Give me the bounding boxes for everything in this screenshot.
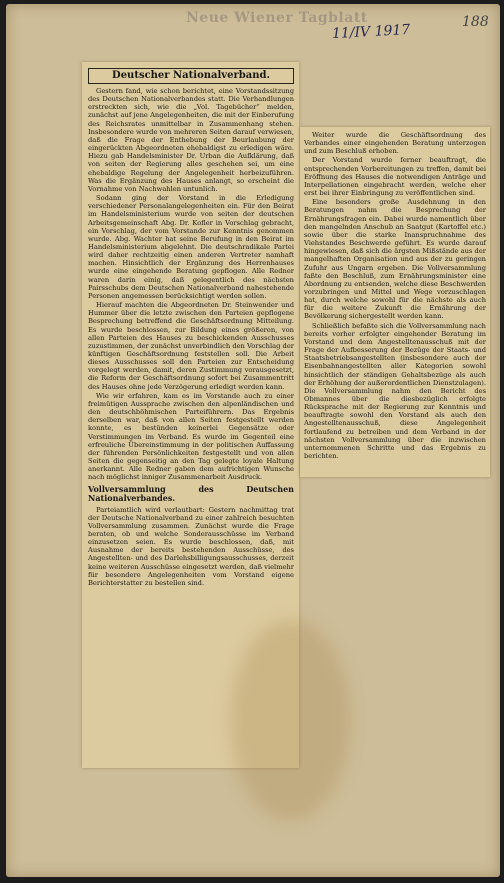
article-title: Deutscher Nationalverband. — [88, 68, 294, 84]
right-paragraph: Schließlich befaßte sich die Vollversammlung nach bereits vorher erfolgter eingehender Beratung im Vorstand und dem Angestelltenausschuß mit der Frage der Aufbesserung der Bezüge der Staats- und Staatsbetriebsangestellten (insbesondere auch der Eisenbahnangestellten aller Kategorien sowohl hinsichtlich der ständigen Gehaltsbezüge als auch der Erhöhung der außerordentlichen Dienstzulagen). Die Vollversammlung nahm den Bericht des Obmannes über die diesbezüglich erfolgte Rücksprache mit der Regierung zur Kenntnis und beauftragte sowohl den Vorstand als auch den Angestelltenausschuß, diese Angelegenheit fortlaufend zu betreiben und dem Verband in der nächsten Vollversammlung über die inzwischen unternommenen Schritte und das Ergebnis zu berichten. — [304, 321, 486, 461]
article-right-column — [304, 131, 486, 461]
left-paragraph: Gestern fand, wie schon berichtet, eine Vorstandssitzung des Deutschen Nationalverbandes statt. Die Verhandlungen erstreckten sich, wie die „Vol. Tagebücher“ melden, zunächst auf jene Angelegenheiten, die mit der Einberufung des Reichsrates unmittelbar in Zusammenhang stehen. Insbesondere wurde von mehreren Seiten darauf verwiesen, daß die Frage der Enthebung der Beurlaubung der eingerückten Abgeordneten ehebaldigst zu erledigen wäre. Hiezu gab Handelsminister Dr. Urban die Aufklärung, daß von seiten der Regierung alles geschehen sei, um eine ehebaldige Regelung der Angelegenheit herbeizuführen. Was die Ergänzung des Hauses anlangt, so erscheint die Vornahme von Nachwahlen untunlich. — [88, 87, 294, 193]
right-paragraph: Weiter wurde die Geschäftsordnung des Verbandes einer eingehenden Beratung unterzogen und zum Beschluß erhoben. — [304, 131, 486, 156]
paper-stain — [230, 620, 350, 820]
left-paragraph: Wie wir erfahren, kam es im Vorstande auch zu einer freimütigen Aussprache zwischen den alpenländischen und den deutschböhmischen Parteiführern. Das Ergebnis derselben war, daß von allen Seiten festgestellt werden konnte, es bestünden keinerlei Gegensätze oder Verstimmungen im Verband. Es wurde im Gegenteil eine erfreuliche Übereinstimmung in der politischen Auffassung der führenden Persönlichkeiten festgestellt und von allen Seiten die gegenseitig an den Tag gelegte loyale Haltung anerkannt. Alle Redner gaben dem aufrichtigen Wunsche nach möglichst inniger Zusammenarbeit Ausdruck. — [88, 391, 294, 482]
sub-paragraph: Parteiamtlich wird verlautbart: Gestern nachmittag trat der Deutsche Nationalverband zu einer zahlreich besuchten Vollversammlung zusammen. Zunächst wurde die Frage beraten, ob und welche Sonderausschüsse im Verband einzusetzen seien. Es wurde beschlossen, daß, mit Ausnahme der bereits bestehenden Ausschüsse, des Angestellten- und des Darlehsbilligungsausschusses, derzeit keine weiteren Ausschüsse eingesetzt werden, daß vielmehr für besondere Angelegenheiten vom Vorstand eigene Berichterstatter zu bestellen sind. — [88, 505, 294, 587]
left-paragraph: Sodann ging der Vorstand in die Erledigung verschiedener Personalangelegenheiten ein. Für den Beirat im Handelsministerium wurde von seiten der deutschen Arbeitsgemeinschaft Abg. Dr. Kofler in Vorschlag gebracht, ein Vorschlag, der vom Vorstande zur Kenntnis genommen wurde. Abg. Wachter hat seine Berufung in den Beirat im Handelsministerium abgelehnt. Die deutschradikale Partei wird daher rechtzeitig einen anderen Vertreter namhaft machen. Hinsichtlich der Ergänzung des Herrenhauses wurde eine eingehende Beratung gepflogen. Alle Redner waren darin einig, daß gelegentlich des nächsten Pairsschubs dem Deutschen Nationalverband nahestehende Personen angemessen berücksichtigt werden sollen. — [88, 194, 294, 300]
subhead-title: Vollversammlung des Deutschen Nationalverbandes. — [88, 483, 294, 503]
right-paragraph: Der Vorstand wurde ferner beauftragt, die entsprechenden Vorbereitungen zu treffen, damit bei Eröffnung des Hauses die notwendigen Anträge und Interpellationen eingebracht werden, welche eher erst bei ihrer Einbringung zu veröffentlichen sind. — [304, 156, 486, 198]
page-number: 188 — [462, 14, 489, 30]
right-paragraph: Eine besonders große Ausdehnung in den Beratungen nahm die Besprechung der Ernährungsfragen ein. Dabei wurde namentlich über den mangelnden Anschub an Saatgut (Kartoffel etc.) sowie über die starke Inanspruchnahme des Viehstandes Beschwerde geführt. Es wurde darauf hingewiesen, daß sich die ärgsten Mißstände aus der mangelhaften Organisation und aus der zu geringen Zufuhr aus Ungarn ergeben. Die Vollversammlung faßte den Beschluß, zum Ernährungsminister eine Abordnung zu entsenden, welche diese Beschwerden vorzubringen und Mittel und Wege vorzuschlagen hat, durch welche sowohl für die nächste als auch für die weitere Zukunft die Ernährung der Bevölkerung sichergestellt werden kann. — [304, 198, 486, 321]
masthead-stamp: Neue Wiener Tagblatt — [186, 10, 368, 26]
left-paragraph: Hierauf machten die Abgeordneten Dr. Steinwender und Hummer über die letzte zwischen den Parteien gepflogene Besprechung betreffend die Geschäftsordnung Mitteilung. Es wurde beschlossen, zur Bildung eines größeren, von allen Parteien des Hauses zu beschickenden Ausschusses zuzustimmen, der zunächst unverbindlich den Vorschlag der künftigen Geschäftsordnung feststellen soll. Die Arbeit dieses Ausschusses soll den Parteien zur Entscheidung vorgelegt werden, damit, deren Zustimmung vorausgesetzt, die Reform der Geschäftsordnung sofort bei Zusammentritt des Hauses ohne jede Verzögerung erledigt werden kann. — [88, 301, 294, 391]
article-left-column — [88, 66, 294, 588]
handwritten-date: 11/IV 1917 — [331, 21, 411, 43]
